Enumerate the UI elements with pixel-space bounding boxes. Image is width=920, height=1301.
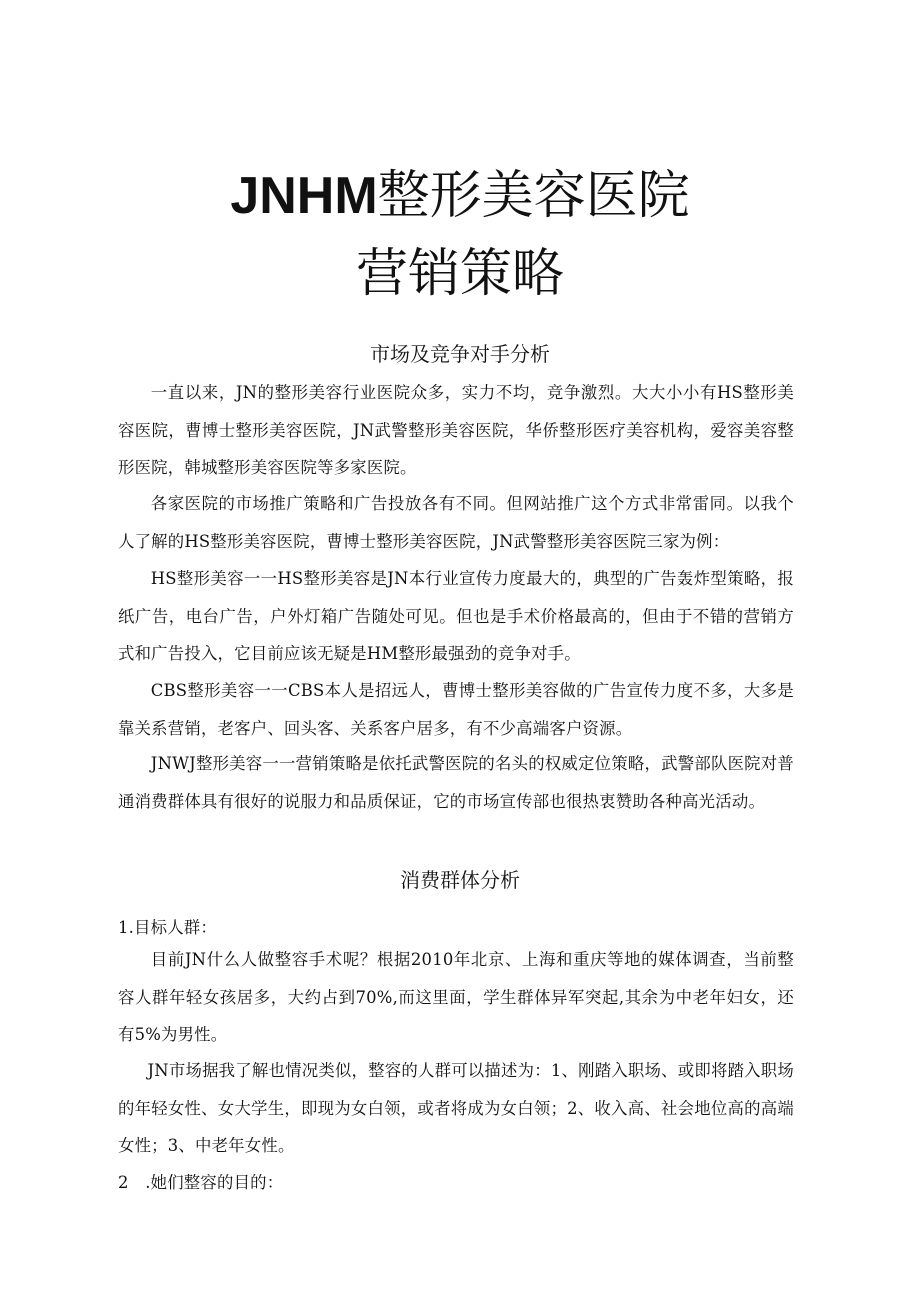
paragraph: JNWJ整形美容一一营销策略是依托武警医院的名头的权威定位策略，武警部队医院对普通消费群体具有很好的说服力和品质保证，它的市场宣传部也很热衷赞助各种高光活动。 [118,754,794,811]
section-heading-market: 市场及竞争对手分析 [370,342,550,366]
paragraph: 一直以来，JN的整形美容行业医院众多，实力不均，竞争激烈。大大小小有HS整形美容医院，曹博士整形美容医院，JN武警整形美容医院，华侨整形医疗美容机构，爱容美容整形医院，韩城整形美容医院等多家医院。 [118,383,794,477]
paragraph: CBS整形美容一一CBS本人是招远人，曹博士整形美容做的广告宣传力度不多，大多是靠关系营销，老客户、回头客、关系客户居多，有不少高端客户资源。 [118,681,794,738]
paragraph: HS整形美容一一HS整形美容是JN本行业宣传力度最大的，典型的广告轰炸型策略，报纸广告，电台广告，户外灯箱广告随处可见。但也是手术价格最高的，但由于不错的营销方式和广告投入，它目前应该无疑是HM整形最强劲的竞争对手。 [118,569,794,663]
document-title [0,166,920,226]
list-heading-target-group: 1.目标人群： [118,918,217,937]
title-latin: JNHM [230,167,378,225]
section-heading-consumer: 消费群体分析 [400,868,520,892]
paragraph: 目前JN什么人做整容手术呢？根据2010年北京、上海和重庆等地的媒体调查，当前整容人群年轻女孩居多，大约占到70%,而这里面，学生群体异军突起,其余为中老年妇女，还有5%为男性。 [118,950,794,1044]
list-heading-purpose: 2 .她们整容的目的： [118,1173,284,1192]
document-subtitle: 营销策略 [355,244,564,304]
paragraph: JN市场据我了解也情况类似，整容的人群可以描述为：1、刚踏入职场、或即将踏入职场的年轻女性、女大学生，即现为女白领，或者将成为女白领；2、收入高、社会地位高的高端女性；3、中老年女性。 [118,1061,794,1155]
title-chinese: 整形美容医院 [377,166,690,226]
paragraph: 各家医院的市场推广策略和广告投放各有不同。但网站推广这个方式非常雷同。以我个人了解的HS整形美容医院，曹博士整形美容医院，JN武警整形美容医院三家为例： [118,494,794,551]
